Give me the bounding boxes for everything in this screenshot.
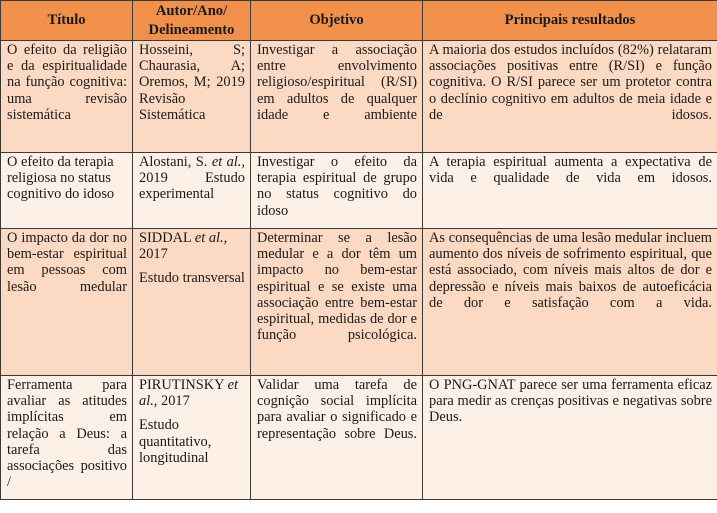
table-row: [1, 376, 717, 500]
cell-objetivo: Investigar o efeito da terapia espiritual de grupo no status cognitivo do idoso: [251, 153, 423, 229]
autor-name: Alostani, S.: [139, 154, 208, 170]
header-autor-line1: Autor/Ano/: [155, 2, 228, 19]
autor-etal: et al.,: [139, 377, 239, 410]
header-autor-line2: Delineamento: [148, 21, 235, 38]
cell-titulo: O efeito da terapia religiosa no status cognitivo do idoso: [1, 153, 133, 229]
table-row: [1, 229, 717, 376]
autor-year-design: 2019 Estudo experimental: [139, 170, 245, 203]
cell-objetivo: Validar uma tarefa de cognição social implícita para avaliar o significado e representação sobre Deus.: [251, 376, 423, 500]
cell-autor: [133, 229, 251, 376]
cell-resultados: O PNG-GNAT parece ser uma ferramenta eficaz para medir as crenças positivas e negativas sobre Deus.: [423, 376, 717, 500]
autor-year: 2017: [139, 246, 168, 263]
table-header-row: [1, 1, 717, 41]
cell-objetivo: Determinar se a lesão medular e a dor têm um impacto no bem-estar espiritual e se existe uma associação entre bem-estar espiritual, medidas de dor e função psicológica.: [251, 229, 423, 376]
header-autor-ano-delineamento: [133, 1, 251, 41]
cell-resultados: As consequências de uma lesão medular incluem aumento dos níveis de sofrimento espiritual, que está associado, com níveis mais altos de dor e depressão e níveis mais baixos de autoeficácia de dor e satisfação com a vida.: [423, 229, 717, 376]
cell-objetivo: Investigar a associação entre envolvimento religioso/espiritual (R/SI) em adultos de qualquer idade e ambiente: [251, 41, 423, 153]
autor-etal: et al.,: [194, 230, 228, 246]
cell-autor: Hosseini, S; Chaurasia, A; Oremos, M; 2019 Revisão Sistemática: [133, 41, 251, 153]
cell-titulo: O impacto da dor no bem-estar espiritual em pessoas com lesão medular: [1, 229, 133, 376]
autor-name: PIRUTINSKY: [139, 377, 225, 393]
header-titulo: Título: [1, 1, 133, 41]
autor-year: 2017: [161, 393, 190, 410]
header-objetivo: Objetivo: [251, 1, 423, 41]
cell-titulo: Ferramenta para avaliar as atitudes implícitas em relação a Deus: a tarefa das associações positivo /: [1, 376, 133, 500]
autor-name: SIDDAL: [139, 230, 192, 246]
cell-titulo: O efeito da religião e da espiritualidade na função cognitiva: uma revisão sistemática: [1, 41, 133, 153]
autor-design: Estudo transversal: [139, 270, 245, 287]
cell-autor: [133, 153, 251, 229]
cell-autor: [133, 376, 251, 500]
cell-resultados: A terapia espiritual aumenta a expectativa de vida e qualidade de vida em idosos.: [423, 153, 717, 229]
header-principais-resultados: Principais resultados: [423, 1, 717, 41]
autor-etal: et al.,: [211, 154, 246, 170]
table-row: [1, 153, 717, 229]
table-row: [1, 41, 717, 153]
cell-resultados: A maioria dos estudos incluídos (82%) relataram associações positivas entre (R/SI) e função cognitiva. O R/SI parece ser um protetor contra o declínio cognitivo em adultos de meia idade e de idosos.: [423, 41, 717, 153]
autor-design: Estudo quantitativo, longitudinal: [139, 417, 212, 466]
